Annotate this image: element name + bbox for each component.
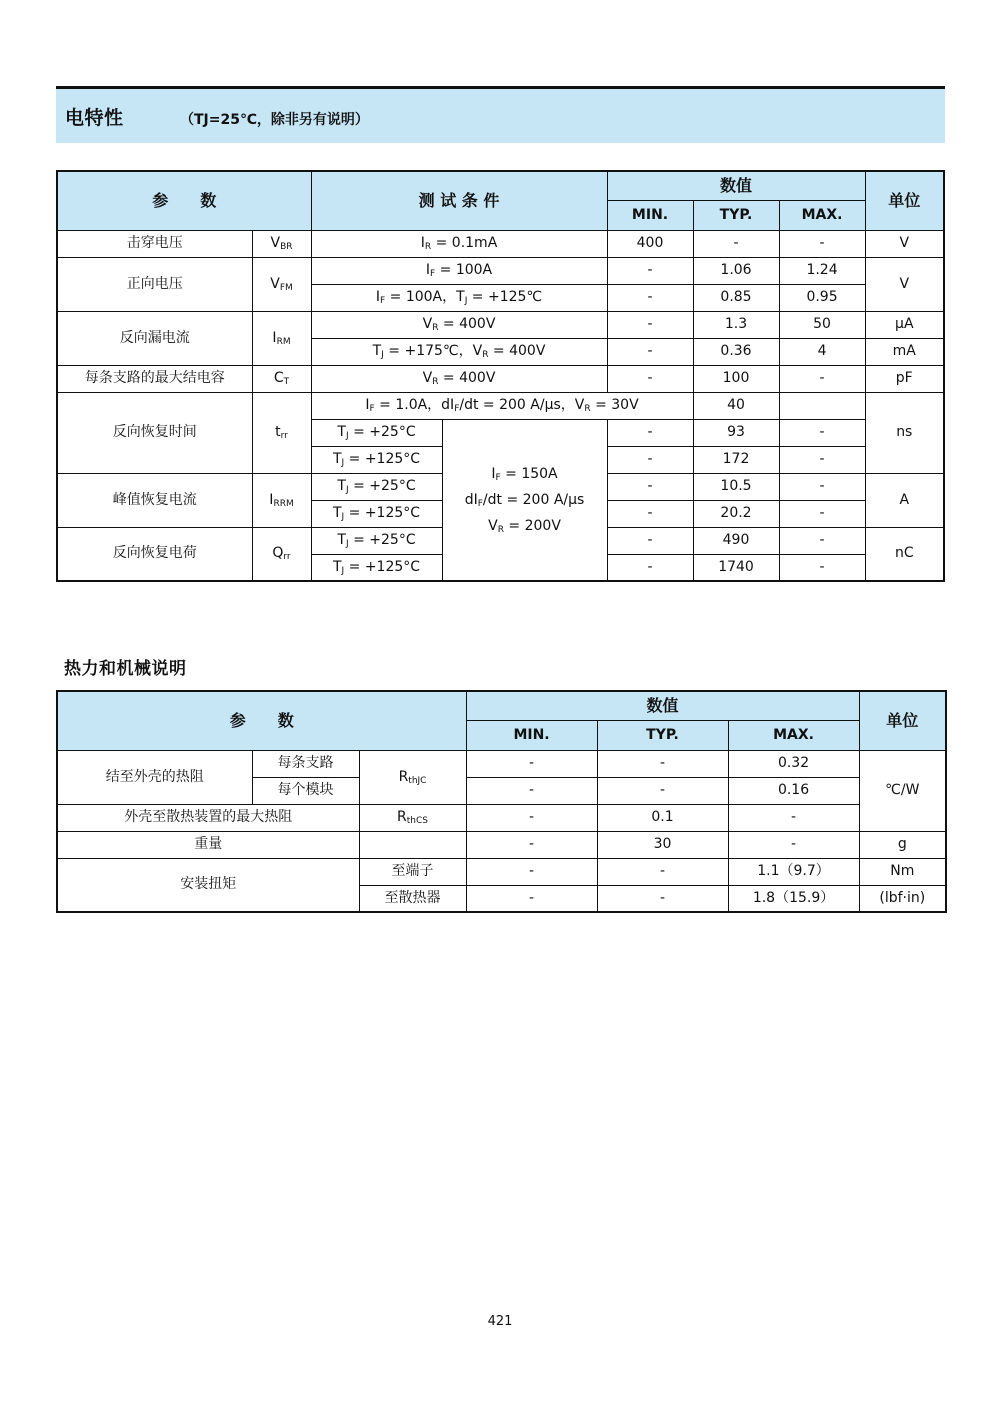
table-row [57, 230, 944, 257]
typ-value: - [597, 750, 728, 777]
test-condition: $I_F = 100A$，$T_J$ = +125℃ [311, 284, 607, 311]
unit-value: A [865, 473, 944, 527]
sub-param-name: 每个模块 [252, 777, 359, 804]
max-value: - [779, 473, 865, 500]
min-value: - [607, 527, 693, 554]
min-value: - [607, 500, 693, 527]
max-value: 1.24 [779, 257, 865, 284]
unit-value: g [859, 831, 946, 858]
thermal-title: 热力和机械说明 [64, 659, 187, 679]
temperature-condition: $T_J = +25^\circ C$ [311, 419, 442, 446]
param-symbol: $R_{thCS}$ [359, 804, 466, 831]
sub-param-name: 至端子 [359, 858, 466, 885]
table-row [57, 804, 946, 831]
temperature-condition: $T_J = +125^\circ C$ [311, 446, 442, 473]
unit-value: V [865, 230, 944, 257]
typ-value: 1.3 [693, 311, 779, 338]
table-row [57, 858, 946, 885]
min-value: - [607, 365, 693, 392]
param-symbol: $t_{rr}$ [252, 392, 311, 473]
typ-value: 0.85 [693, 284, 779, 311]
param-name: 重量 [57, 831, 359, 858]
typ-value: 0.36 [693, 338, 779, 365]
test-condition: $V_R = 400V$ [311, 365, 607, 392]
typ-value: - [597, 858, 728, 885]
typ-value: 10.5 [693, 473, 779, 500]
min-value: - [607, 446, 693, 473]
max-value: - [779, 554, 865, 581]
min-value: - [607, 257, 693, 284]
table-row [57, 392, 944, 419]
min-value: - [466, 858, 597, 885]
max-value [779, 392, 865, 419]
param-symbol: $R_{thJC}$ [359, 750, 466, 804]
param-symbol: $I_{RM}$ [252, 311, 311, 365]
typ-header: TYP. [597, 720, 728, 750]
min-value: - [466, 777, 597, 804]
max-value: - [779, 446, 865, 473]
min-header: MIN. [607, 200, 693, 230]
typ-value: 20.2 [693, 500, 779, 527]
param-header: 参 数 [57, 691, 466, 750]
test-condition: $T_J$ = +175℃，$V_R = 400V$ [311, 338, 607, 365]
min-value: - [466, 831, 597, 858]
max-value: 0.95 [779, 284, 865, 311]
sub-param-name: 至散热器 [359, 885, 466, 912]
electrical-subtitle: （TJ=25℃，除非另有说明） [180, 112, 369, 128]
test-condition: $I_F = 1.0A$，$dI_F/dt = 200$ A/μs，$V_R = 30V$ [311, 392, 693, 419]
min-value: 400 [607, 230, 693, 257]
max-value: 50 [779, 311, 865, 338]
max-value: 4 [779, 338, 865, 365]
min-value: - [607, 554, 693, 581]
param-name: 每条支路的最大结电容 [57, 365, 252, 392]
typ-value: 0.1 [597, 804, 728, 831]
param-symbol: $C_T$ [252, 365, 311, 392]
min-value: - [466, 804, 597, 831]
typ-header: TYP. [693, 200, 779, 230]
param-name: 安装扭矩 [57, 858, 359, 912]
param-symbol: $Q_{rr}$ [252, 527, 311, 581]
max-value: - [779, 527, 865, 554]
unit-value: μA [865, 311, 944, 338]
shared-test-condition: $I_F = 150A$ $dI_F/dt = 200$ A/μs $V_R = 200V$ [442, 419, 607, 581]
max-value: - [779, 419, 865, 446]
table-row [57, 831, 946, 858]
test-condition: $I_R = 0.1mA$ [311, 230, 607, 257]
param-header: 参 数 [57, 171, 311, 230]
param-name: 反向恢复电荷 [57, 527, 252, 581]
param-name: 结至外壳的热阻 [57, 750, 252, 804]
typ-value: - [693, 230, 779, 257]
unit-value: pF [865, 365, 944, 392]
param-symbol: $V_{FM}$ [252, 257, 311, 311]
unit-value: ℃/W [859, 750, 946, 831]
max-value: 1.8（15.9） [728, 885, 859, 912]
unit-header: 单位 [865, 171, 944, 230]
electrical-characteristics-table [56, 170, 945, 582]
max-value: 0.16 [728, 777, 859, 804]
values-header: 数值 [466, 691, 859, 720]
unit-value: nC [865, 527, 944, 581]
max-value: 1.1（9.7） [728, 858, 859, 885]
typ-value: 172 [693, 446, 779, 473]
page-number: 421 [487, 1314, 513, 1329]
typ-value: 1.06 [693, 257, 779, 284]
max-value: 0.32 [728, 750, 859, 777]
unit-value: ns [865, 392, 944, 473]
param-name: 反向漏电流 [57, 311, 252, 365]
table-row [57, 750, 946, 777]
unit-value: V [865, 257, 944, 311]
typ-value: 490 [693, 527, 779, 554]
test-condition: $I_F = 100A$ [311, 257, 607, 284]
param-name: 反向恢复时间 [57, 392, 252, 473]
unit-header: 单位 [859, 691, 946, 750]
typ-value: 30 [597, 831, 728, 858]
param-name: 外壳至散热装置的最大热阻 [57, 804, 359, 831]
min-value: - [607, 419, 693, 446]
max-header: MAX. [728, 720, 859, 750]
param-name: 击穿电压 [57, 230, 252, 257]
unit-value: Nm [859, 858, 946, 885]
table-row [57, 257, 944, 284]
typ-value: - [597, 885, 728, 912]
typ-value: 1740 [693, 554, 779, 581]
max-value: - [779, 365, 865, 392]
temperature-condition: $T_J = +25^\circ C$ [311, 473, 442, 500]
typ-value: - [597, 777, 728, 804]
max-value: - [728, 831, 859, 858]
typ-value: 100 [693, 365, 779, 392]
sub-param-name: 每条支路 [252, 750, 359, 777]
max-value: - [728, 804, 859, 831]
typ-value: 93 [693, 419, 779, 446]
max-header: MAX. [779, 200, 865, 230]
condition-header: 测 试 条 件 [311, 171, 607, 230]
table-row [57, 365, 944, 392]
unit-value: mA [865, 338, 944, 365]
table-row [57, 311, 944, 338]
max-value: - [779, 500, 865, 527]
min-value: - [466, 750, 597, 777]
min-value: - [607, 338, 693, 365]
param-symbol [359, 831, 466, 858]
min-value: - [466, 885, 597, 912]
temperature-condition: $T_J = +125^\circ C$ [311, 500, 442, 527]
test-condition: $V_R = 400V$ [311, 311, 607, 338]
temperature-condition: $T_J = +125^\circ C$ [311, 554, 442, 581]
min-value: - [607, 284, 693, 311]
min-header: MIN. [466, 720, 597, 750]
values-header: 数值 [607, 171, 865, 200]
typ-value: 40 [693, 392, 779, 419]
param-name: 正向电压 [57, 257, 252, 311]
temperature-condition: $T_J = +25^\circ C$ [311, 527, 442, 554]
electrical-title: 电特性 [65, 107, 124, 129]
max-value: - [779, 230, 865, 257]
min-value: - [607, 473, 693, 500]
unit-value: (lbf·in) [859, 885, 946, 912]
param-symbol: $V_{BR}$ [252, 230, 311, 257]
param-name: 峰值恢复电流 [57, 473, 252, 527]
min-value: - [607, 311, 693, 338]
electrical-section-header [56, 89, 945, 143]
param-symbol: $I_{RRM}$ [252, 473, 311, 527]
thermal-mechanical-table [56, 690, 947, 913]
